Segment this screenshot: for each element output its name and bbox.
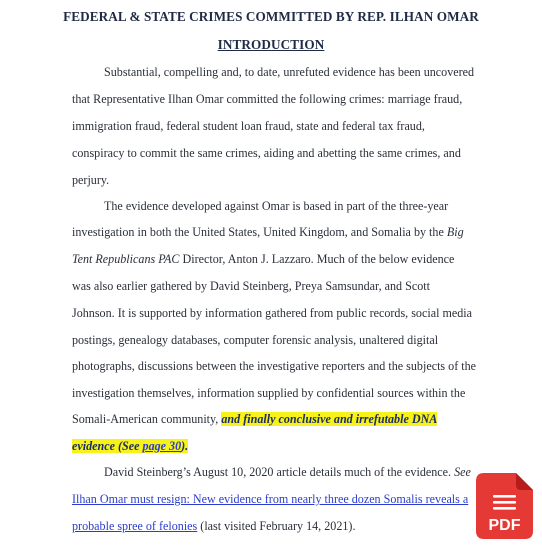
paragraph-2-line-5: Johnson. It is supported by information gathered from public records, social media bbox=[72, 306, 473, 320]
paragraph-2-line-4: was also earlier gathered by David Steinberg, Preya Samsundar, and Scott bbox=[72, 279, 430, 293]
highlighted-dna-claim-cont bbox=[72, 439, 188, 453]
paragraph-2-line-10 bbox=[72, 438, 188, 454]
paragraph-1-line-5: perjury. bbox=[72, 173, 110, 187]
paragraph-1-line-4: conspiracy to commit the same crimes, aiding and abetting the same crimes, and bbox=[72, 146, 461, 160]
paragraph-1-line-1: Substantial, compelling and, to date, unrefuted evidence has been uncovered bbox=[104, 65, 475, 79]
document-title: FEDERAL & STATE CRIMES COMMITTED BY REP. ILHAN OMAR bbox=[63, 9, 479, 24]
last-visited-text: (last visited February 14, 2021). bbox=[197, 519, 356, 533]
paragraph-2-line-9 bbox=[72, 411, 437, 427]
paragraph-2-line-9-text: Somali-American community, bbox=[72, 412, 222, 426]
pdf-file-icon[interactable] bbox=[476, 473, 533, 539]
paragraph-2-line-1: The evidence developed against Omar is based in part of the three-year bbox=[104, 199, 449, 213]
article-link-line-2[interactable]: probable spree of felonies bbox=[72, 519, 198, 533]
paragraph-2-line-2 bbox=[72, 224, 464, 240]
paragraph-2-line-2-text: investigation in both the United States, United Kingdom, and Somalia by the bbox=[72, 225, 447, 239]
page-30-link[interactable]: page 30 bbox=[142, 439, 182, 453]
paragraph-1-line-2: that Representative Ilhan Omar committed the following crimes: marriage fraud, bbox=[72, 92, 463, 106]
pdf-label: PDF bbox=[488, 517, 521, 534]
section-heading: INTRODUCTION bbox=[217, 37, 325, 52]
paragraph-2-line-8: investigation themselves, information supplied by confidential sources within the bbox=[72, 386, 466, 400]
paragraph-3-line-1 bbox=[104, 464, 471, 480]
evidence-see-text: evidence (See bbox=[72, 439, 143, 453]
paragraph-2-line-6: postings, genealogy databases, computer forensic analysis, unaltered digital bbox=[72, 333, 439, 347]
paragraph-2-line-7: photographs, discussions between the investigative reporters and the subjects of the bbox=[72, 359, 477, 373]
paragraph-1-line-3: immigration fraud, federal student loan fraud, state and federal tax fraud, bbox=[72, 119, 425, 133]
paragraph-3-line-3 bbox=[72, 518, 355, 534]
article-link-line-1[interactable]: Ilhan Omar must resign: New evidence from nearly three dozen Somalis reveals a bbox=[72, 492, 469, 506]
paragraph-3-line-1-text: David Steinberg’s August 10, 2020 article details much of the evidence. bbox=[104, 465, 455, 479]
paragraph-2-line-3-text: Director, Anton J. Lazzaro. Much of the below evidence bbox=[179, 252, 455, 266]
pac-name-part-2: Tent Republicans PAC bbox=[72, 252, 180, 266]
paragraph-2-line-3 bbox=[72, 251, 454, 267]
pac-name-part-1: Big bbox=[446, 225, 464, 239]
see-signal: See bbox=[454, 465, 471, 479]
closing-paren: ). bbox=[181, 439, 189, 453]
highlighted-dna-claim: and finally conclusive and irrefutable DNA bbox=[221, 412, 438, 426]
